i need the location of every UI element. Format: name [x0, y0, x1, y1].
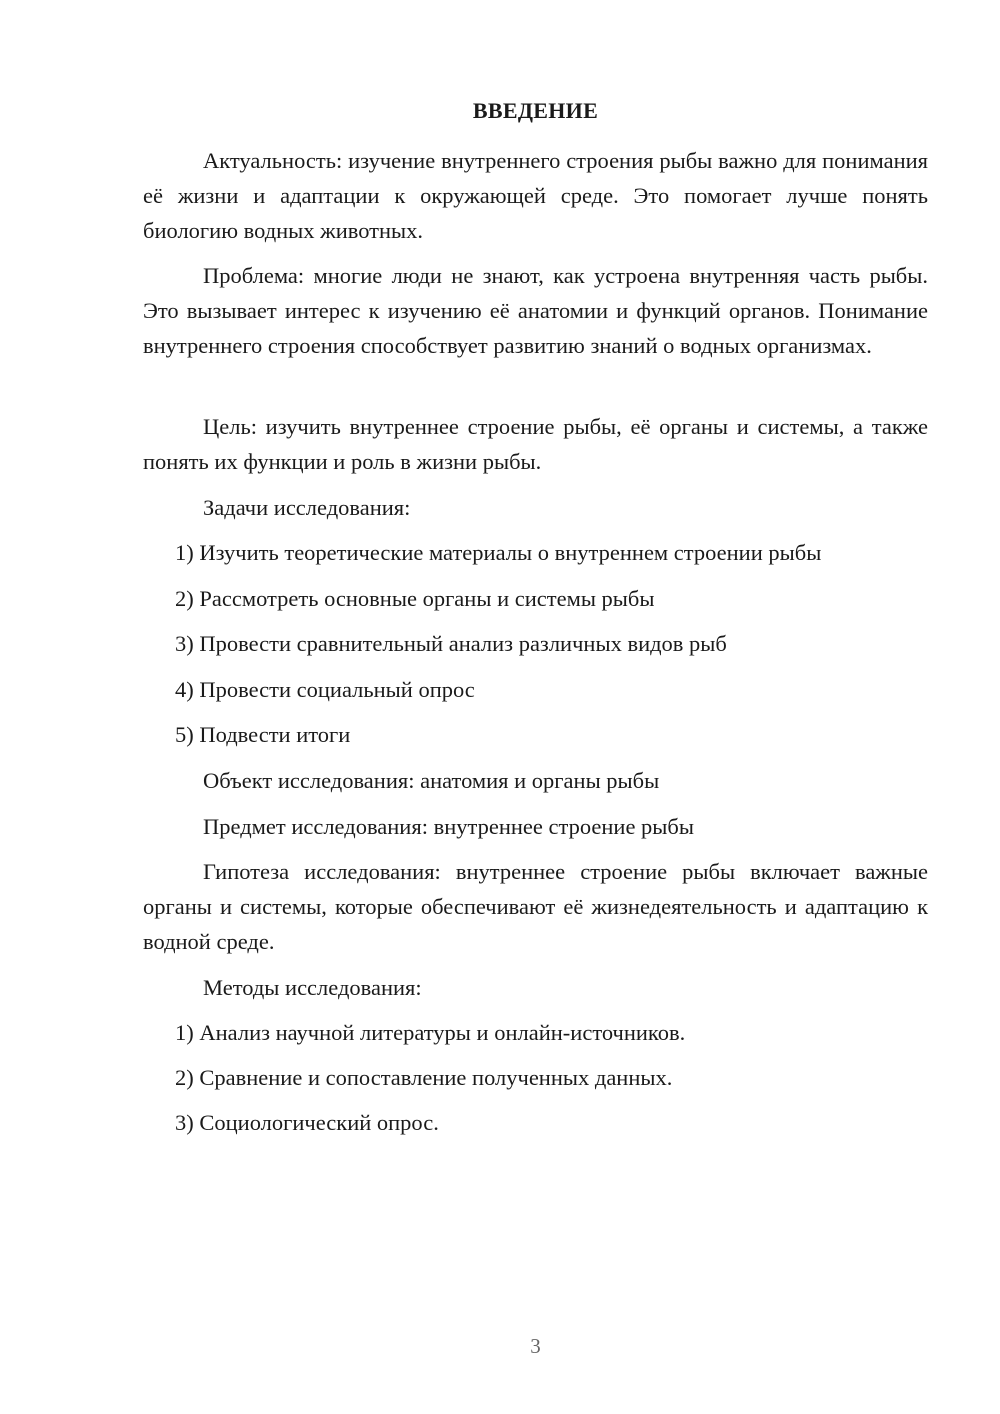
task-item: 5) Подвести итоги	[175, 722, 351, 747]
research-object: Объект исследования: анатомия и органы рыбы	[203, 768, 660, 793]
document-page	[143, 0, 928, 1414]
task-item: 1) Изучить теоретические материалы о внутреннем строении рыбы	[175, 540, 822, 565]
research-subject: Предмет исследования: внутреннее строение рыбы	[203, 814, 694, 839]
task-item: 3) Провести сравнительный анализ различных видов рыб	[175, 631, 727, 656]
methods-heading: Методы исследования:	[203, 975, 422, 1000]
hypothesis-paragraph: Гипотеза исследования: внутреннее строение рыбы включает важные органы и системы, которые обеспечивают её жизнедеятельность и адаптацию к водной среде.	[143, 859, 928, 954]
tasks-heading: Задачи исследования:	[203, 495, 411, 520]
method-item: 2) Сравнение и сопоставление полученных данных.	[175, 1065, 673, 1090]
method-item: 3) Социологический опрос.	[175, 1110, 439, 1135]
task-item: 4) Провести социальный опрос	[175, 677, 475, 702]
page-number: 3	[530, 1334, 541, 1358]
task-item: 2) Рассмотреть основные органы и системы рыбы	[175, 586, 655, 611]
method-item: 1) Анализ научной литературы и онлайн-источников.	[175, 1020, 686, 1045]
section-title: ВВЕДЕНИЕ	[472, 98, 599, 123]
problem-paragraph: Проблема: многие люди не знают, как устроена внутренняя часть рыбы. Это вызывает интерес к изучению её анатомии и функций органов. Понимание внутреннего строения способствует развитию знаний о водных организмах.	[143, 263, 928, 358]
goal-paragraph: Цель: изучить внутреннее строение рыбы, её органы и системы, а также понять их функции и роль в жизни рыбы.	[143, 414, 928, 474]
relevance-paragraph: Актуальность: изучение внутреннего строения рыбы важно для понимания её жизни и адаптации к окружающей среде. Это помогает лучше понять биологию водных животных.	[143, 148, 928, 243]
